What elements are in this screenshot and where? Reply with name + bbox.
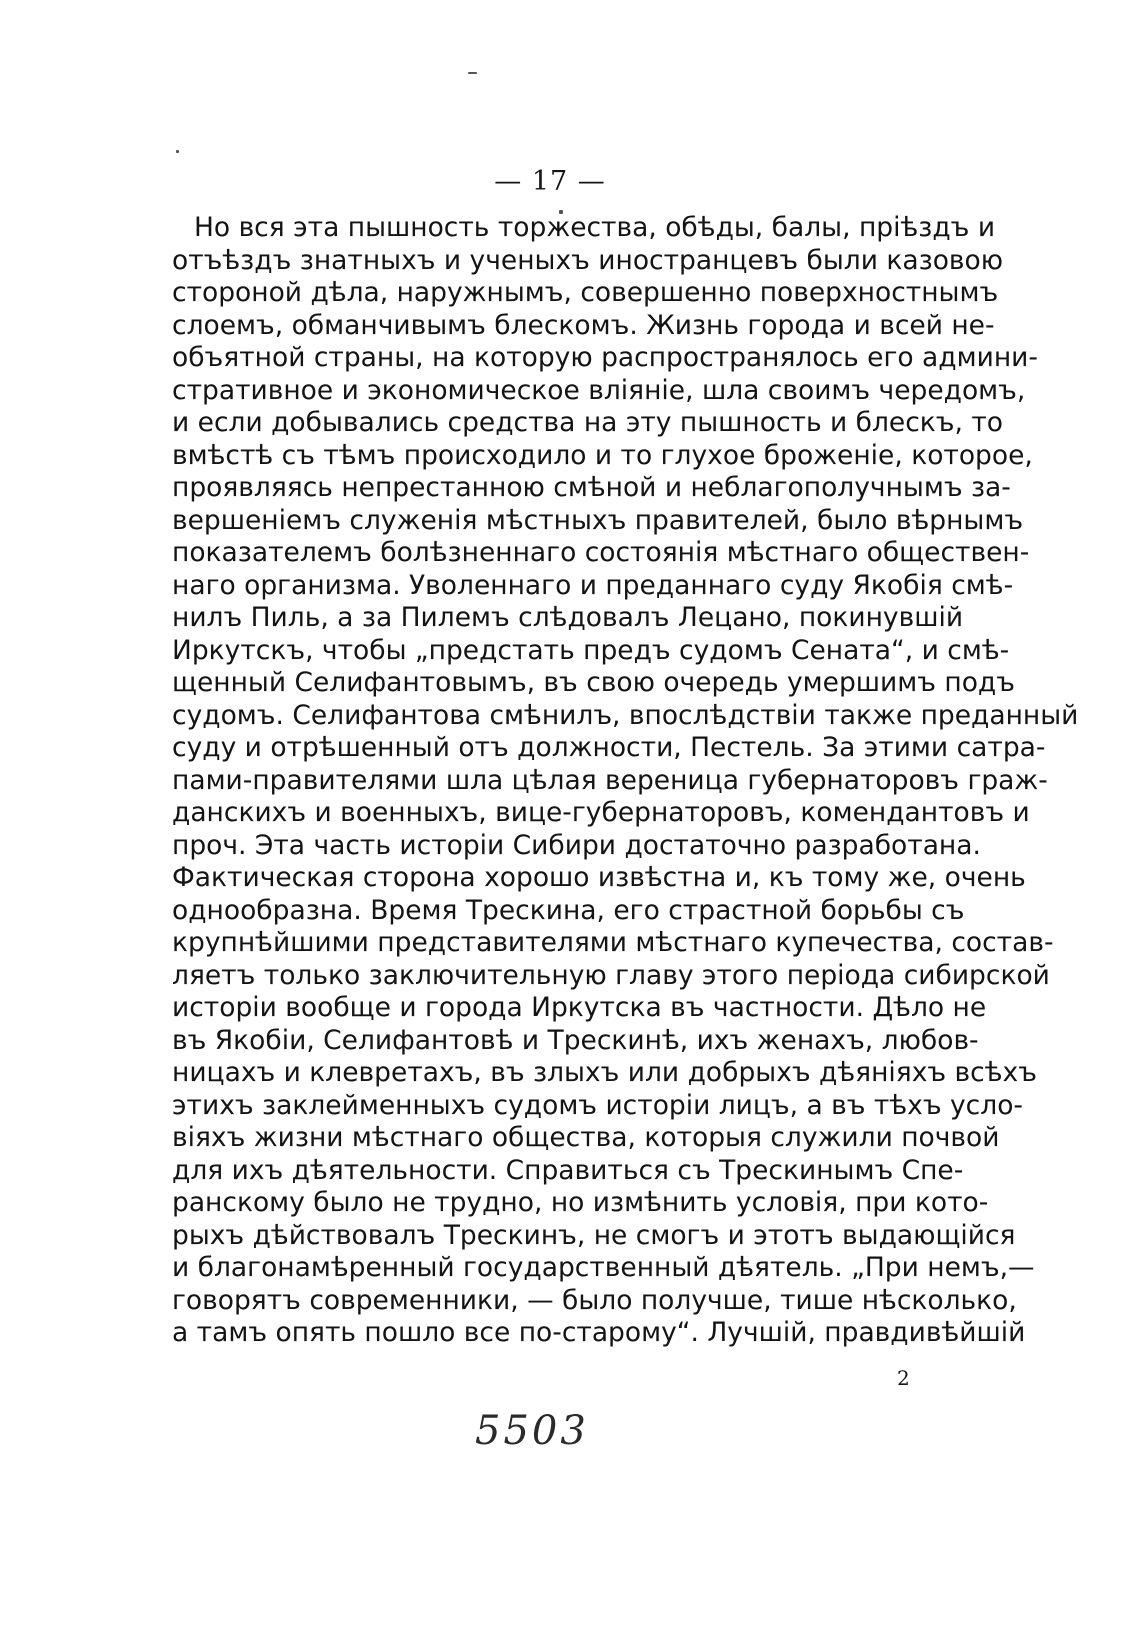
- text-line: судомъ. Селифантова смѣнилъ, впослѣдствiи также преданный: [172, 699, 1079, 731]
- text-line: рыхъ дѣйствовалъ Трескинъ, не смогъ и этотъ выдающiйся: [172, 1219, 1016, 1251]
- text-line: Иркутскъ, чтобы „предстать предъ судомъ Сената“, и смѣ-: [172, 634, 1010, 666]
- text-line: пами-правителями шла цѣлая вереница губернаторовъ граж-: [172, 764, 1048, 796]
- text-line: слоемъ, обманчивымъ блескомъ. Жизнь города и всей не-: [172, 309, 995, 341]
- text-line: вмѣстѣ съ тѣмъ происходило и то глухое броженiе, которое,: [172, 439, 1033, 471]
- text-line: однообразна. Время Трескина, его страстной борьбы съ: [172, 894, 965, 926]
- text-line: Фактическая сторона хорошо извѣстна и, къ тому же, очень: [172, 862, 1026, 893]
- text-line: и если добывались средства на эту пышность и блескъ, то: [172, 407, 1004, 438]
- text-line: ницахъ и клевретахъ, въ злыхъ или добрыхъ дѣянiяхъ всѣхъ: [172, 1057, 1037, 1088]
- text-line: объятной страны, на которую распространялось его админи-: [172, 342, 1038, 373]
- text-line: крупнѣйшими представителями мѣстнаго купечества, состав-: [172, 927, 1054, 958]
- text-line: стративное и экономическое влiянiе, шла своимъ чередомъ,: [172, 374, 1026, 406]
- text-line: ляетъ только заключительную главу этого перiода сибирской: [172, 959, 1050, 991]
- text-line: исторiи вообще и города Иркутска въ частности. Дѣло не: [172, 992, 987, 1023]
- text-line: этихъ заклейменныхъ судомъ исторiи лицъ, а въ тѣхъ усло-: [172, 1089, 1023, 1121]
- text-line: проч. Эта часть исторiи Сибири достаточно разработана.: [172, 829, 981, 861]
- text-line: щенный Селифантовымъ, въ свою очередь умершимъ подъ: [172, 667, 1015, 698]
- text-line: нилъ Пиль, а за Пилемъ слѣдовалъ Лецано, покинувшiй: [172, 602, 964, 633]
- text-line: ранскому было не трудно, но измѣнить условiя, при кото-: [172, 1187, 989, 1218]
- text-line: а тамъ опять пошло все по-старому“. Лучшiй, правдивѣйшiй: [172, 1317, 1026, 1348]
- scan-speck: [176, 150, 179, 153]
- text-line: въ Якобiи, Селифантовѣ и Трескинѣ, ихъ женахъ, любов-: [172, 1024, 979, 1056]
- body-text: [172, 212, 1079, 1350]
- text-line: стороной дѣла, наружнымъ, совершенно поверхностнымъ: [172, 277, 999, 308]
- scan-speck: [468, 72, 477, 74]
- text-line: отъѣздъ знатныхъ и ученыхъ иностранцевъ были казовою: [172, 244, 1004, 276]
- text-line: Но вся эта пышность торжества, обѣды, балы, прiѣздъ и: [194, 212, 996, 243]
- text-line: показателемъ болѣзненнаго состоянiя мѣстнаго обществен-: [172, 537, 1030, 568]
- text-line: проявляясь непрестанною смѣной и неблагополучнымъ за-: [172, 472, 1011, 503]
- text-line: вiяхъ жизни мѣстнаго общества, которыя служили почвой: [172, 1122, 1000, 1153]
- text-line: наго организма. Уволеннаго и преданнаго суду Якобiя смѣ-: [172, 569, 1014, 601]
- text-line: данскихъ и военныхъ, вице-губернаторовъ, комендантовъ и: [172, 797, 1030, 828]
- handwritten-inventory-mark: 5503: [475, 1408, 589, 1454]
- page-number-header: — 17 —: [494, 166, 606, 197]
- text-line: суду и отрѣшенный отъ должности, Пестель. За этими сатра-: [172, 732, 1046, 763]
- text-line: и благонамѣренный государственный дѣятель. „При немъ,—: [172, 1252, 1035, 1283]
- signature-number: 2: [897, 1366, 910, 1390]
- text-line: для ихъ дѣятельности. Справиться съ Трескинымъ Спе-: [172, 1154, 964, 1186]
- text-line: говорятъ современники, — было получше, тише нѣсколько,: [172, 1284, 1017, 1316]
- text-line: вершенiемъ служенiя мѣстныхъ правителей, было вѣрнымъ: [172, 504, 1024, 536]
